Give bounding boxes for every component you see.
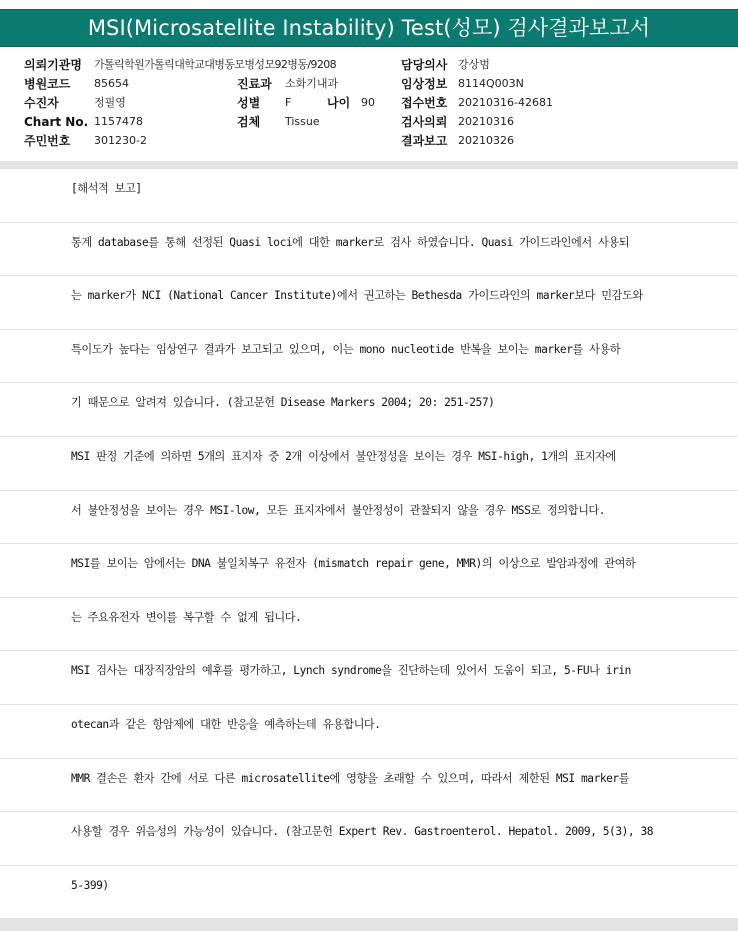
info-row-1	[0, 56, 738, 74]
report-line-text: otecan과 같은 항암제에 대한 반응을 예측하는데 유용합니다.	[71, 717, 381, 731]
report-line-text: MSI를 보이는 암에서는 DNA 불일치복구 유전자 (mismatch repair gene, MMR)의 이상으로 발암과정에 관여하	[71, 557, 636, 571]
request-date-value: 20210316	[458, 115, 514, 128]
report-line	[0, 491, 738, 545]
report-line	[0, 437, 738, 491]
report-line	[0, 705, 738, 759]
report-line	[0, 383, 738, 437]
report-line-text: 기 때문으로 알려져 있습니다. (참고문헌 Disease Markers 2004; 20: 251-257)	[71, 396, 495, 410]
footer-band	[0, 918, 738, 931]
report-line	[0, 651, 738, 705]
patient-label: 수진자	[24, 96, 59, 110]
report-line-text: 5-399)	[71, 878, 109, 892]
department-label: 진료과	[237, 77, 272, 91]
chart-no-value: 1157478	[94, 115, 143, 128]
report-line	[0, 812, 738, 866]
patient-value: 정필영	[94, 96, 126, 109]
report-line	[0, 598, 738, 652]
report-line-text: 통계 database를 통해 선정된 Quasi loci에 대한 marker로 검사 하였습니다. Quasi 가이드라인에서 사용되	[71, 235, 630, 249]
department-value: 소화기내과	[285, 77, 339, 90]
report-line-text: 는 주요유전자 변이를 복구할 수 없게 됩니다.	[71, 610, 302, 624]
resident-no-value: 301230-2	[94, 134, 147, 147]
request-date-label: 검사의뢰	[401, 115, 448, 129]
specimen-value: Tissue	[285, 115, 320, 128]
info-row-5	[0, 132, 738, 150]
clinical-info-label: 임상정보	[401, 77, 448, 91]
report-line-text: 사용할 경우 위음성의 가능성이 있습니다. (참고문헌 Expert Rev. Gastroenterol. Hepatol. 2009, 5(3), 38	[71, 825, 654, 839]
report-line-text: MSI 검사는 대장직장암의 예후를 평가하고, Lynch syndrome을 진단하는데 있어서 도움이 되고, 5-FU나 irin	[71, 664, 631, 678]
report-line-text: 특이도가 높다는 임상연구 결과가 보고되고 있으며, 이는 mono nucleotide 반복을 보이는 marker를 사용하	[71, 342, 621, 356]
report-line	[0, 544, 738, 598]
sex-label: 성별	[237, 96, 261, 110]
report-title: MSI(Microsatellite Instability) Test(성모) 검사결과보고서	[87, 16, 651, 40]
hospital-code-value: 85654	[94, 77, 129, 90]
age-value: 90	[361, 96, 375, 109]
requesting-institution-value: 가톨릭학원가톨릭대학교대병동모병성모92병동/9208	[94, 58, 337, 71]
info-row-2	[0, 75, 738, 93]
title-bar	[0, 9, 738, 47]
info-row-4	[0, 113, 738, 131]
report-line	[0, 169, 738, 223]
report-date-value: 20210326	[458, 134, 514, 147]
report-line-text: 는 marker가 NCI (National Cancer Institute)에서 권고하는 Bethesda 가이드라인의 marker보다 민감도와	[71, 289, 643, 303]
report-line-text: [해석적 보고]	[71, 182, 142, 195]
age-label: 나이	[327, 96, 351, 110]
specimen-label: 검체	[237, 115, 261, 129]
hospital-code-label: 병원코드	[24, 77, 71, 91]
doctor-value: 강상범	[458, 58, 490, 71]
sex-value: F	[285, 96, 292, 109]
report-line-text: MMR 결손은 환자 간에 서로 다른 microsatellite에 영향을 초래할 수 있으며, 따라서 제한된 MSI marker를	[71, 771, 630, 785]
receipt-no-value: 20210316-42681	[458, 96, 553, 109]
report-date-label: 결과보고	[401, 134, 448, 148]
info-row-3	[0, 94, 738, 112]
clinical-info-value: 8114Q003N	[458, 77, 524, 90]
receipt-no-label: 접수번호	[401, 96, 448, 110]
report-line-text: 서 불안정성을 보이는 경우 MSI-low, 모든 표지자에서 불안정성이 관찰되지 않을 경우 MSS로 정의합니다.	[71, 503, 606, 517]
chart-no-label: Chart No.	[24, 115, 89, 129]
patient-info-section	[0, 56, 738, 160]
doctor-label: 담당의사	[401, 58, 448, 72]
report-line	[0, 276, 738, 330]
report-line	[0, 223, 738, 277]
section-divider	[0, 161, 738, 169]
report-line	[0, 759, 738, 813]
report-line-text: MSI 판정 기준에 의하면 5개의 표지자 중 2개 이상에서 불안정성을 보이는 경우 MSI-high, 1개의 표지자에	[71, 449, 616, 463]
requesting-institution-label: 의뢰기관명	[24, 58, 82, 72]
interpretive-report	[0, 169, 738, 919]
report-line	[0, 866, 738, 920]
resident-no-label: 주민번호	[24, 134, 71, 148]
report-line	[0, 330, 738, 384]
